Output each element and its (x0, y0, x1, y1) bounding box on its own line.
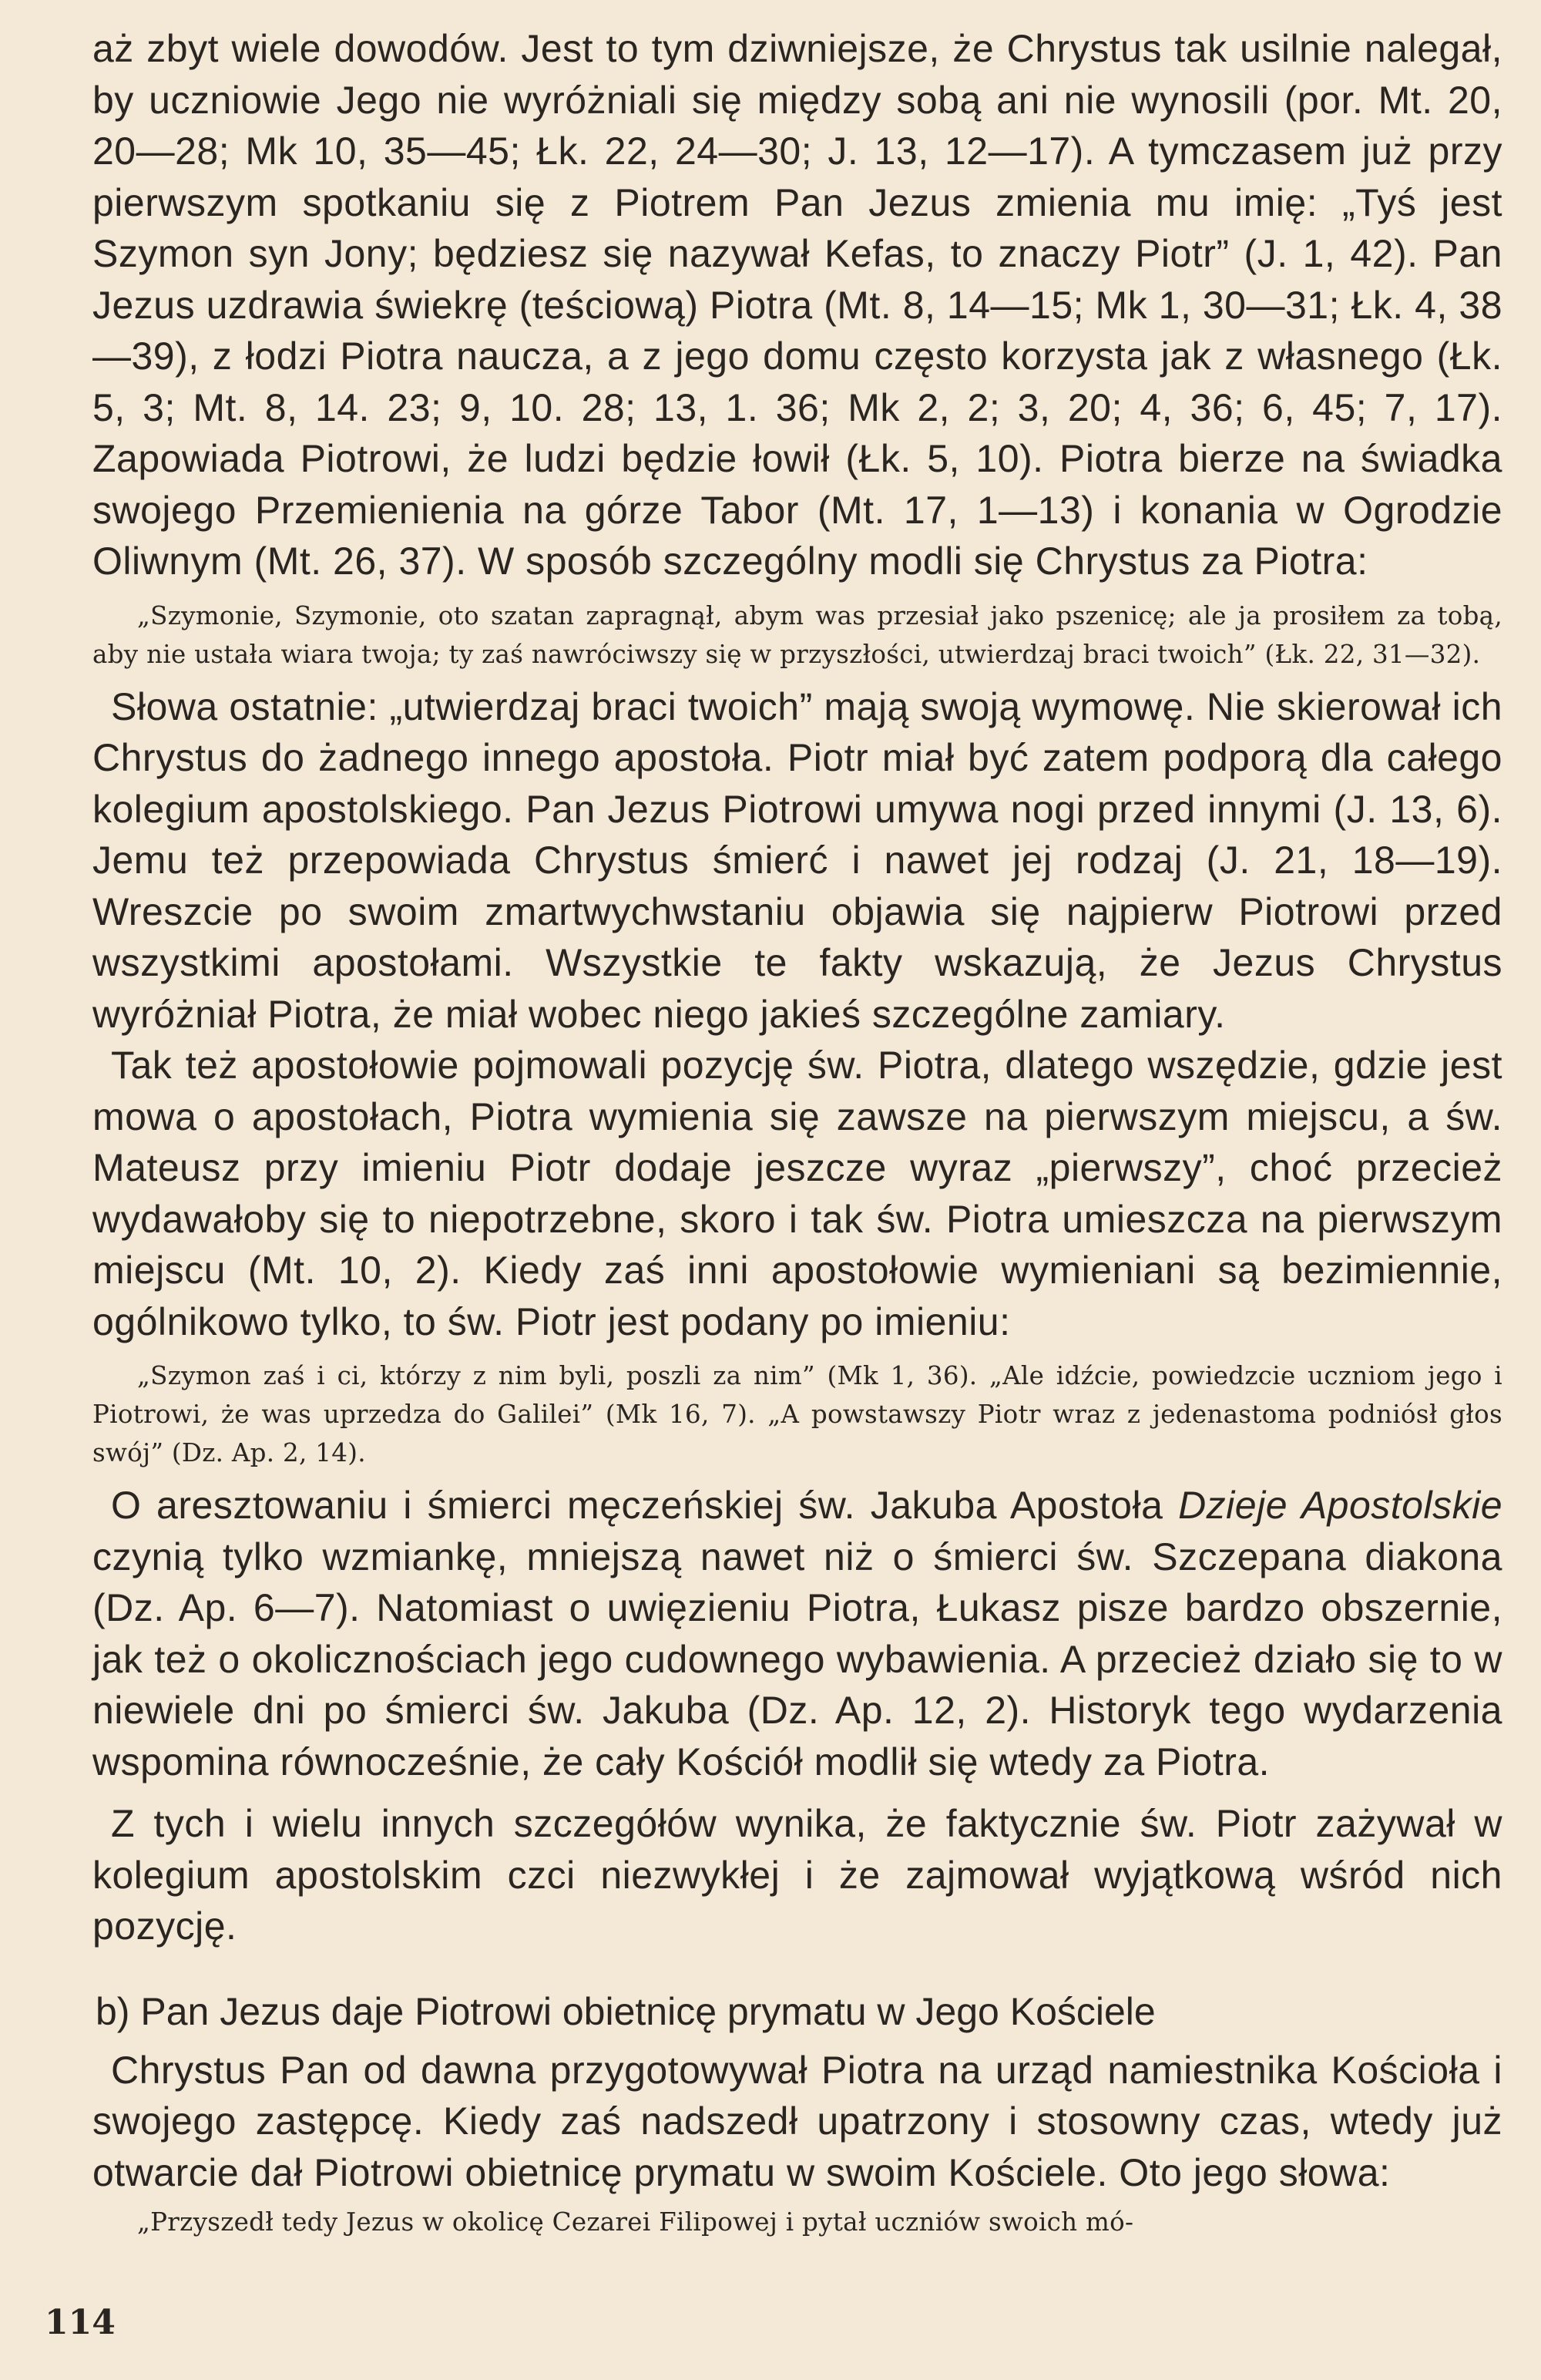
paragraph-4-middle: czynią tylko wzmiankę, mniejszą nawet niż o śmierci św. (92, 1535, 1153, 1578)
quote-3: „Przyszedł tedy Jezus w okolicę Cezarei Filipowej i pytał uczniów swoich mó- (137, 2207, 1134, 2237)
page-text (92, 23, 1502, 2249)
paragraph-4-start: O aresztowaniu i śmierci męczeńskiej św. Jakuba Apostoła (111, 1484, 1179, 1527)
quote-1: „Szymonie, Szymonie, oto szatan zapragnął, abym was przesiał jako pszenicę; ale ja prosiłem za tobą, aby nie ustała wiara twoja; ty zaś nawróciwszy się w przyszłości, utwierdzaj braci twoich” (Łk. 22, 31—32). (92, 600, 1502, 669)
paragraph-5: Z tych i wielu innych szczegółów wynika, że faktycznie św. Piotr zażywał w kolegium apostolskim czci niezwykłej i że zajmował wyjątkową wśród nich pozycję. (92, 1802, 1502, 1948)
book-title: Dzieje Apostolskie (1178, 1484, 1503, 1527)
section-heading: b) Pan Jezus daje Piotrowi obietnicę prymatu w Jego Kościele (96, 1989, 1156, 2033)
paragraph-4 (92, 1480, 1502, 1787)
paragraph-1: aż zbyt wiele dowodów. Jest to tym dziwniejsze, że Chrystus tak usilnie nalegał, by uczniowie Jego nie wyróżniali się między sobą ani nie wynosili (por. Mt. 20, 20—28; Mk 10, 35—45; Łk. 22, 24—30; J. 13, 12—17). A tymczasem już przy pierwszym spotkaniu się z Piotrem Pan Jezus zmienia mu imię: „Tyś jest Szymon syn Jony; będziesz się nazywał Kefas, to znaczy Piotr” (J. 1, 42). Pan Jezus uzdrawia świekrę (teściową) Piotra (Mt. 8, 14—15; Mk 1, 30—31; Łk. 4, 38—39), z łodzi Piotra naucza, a z jego domu często korzysta jak z własnego (Łk. 5, 3; Mt. 8, 14. 23; 9, 10. 28; 13, 1. 36; Mk 2, 2; 3, 20; 4, 36; 6, 45; 7, 17). Zapowiada Piotrowi, że ludzi będzie łowił (Łk. 5, 10). Piotra bierze na świadka swojego Przemienienia na górze Tabor (Mt. 17, 1—13) i konania w Ogrodzie Oliwnym (Mt. 26, 37). W sposób szczególny modli się Chrystus za Piotra: (92, 27, 1502, 583)
page-number: 114 (45, 2303, 116, 2342)
quote-2: „Szymon zaś i ci, którzy z nim byli, poszli za nim” (Mk 1, 36). „Ale idźcie, powiedzcie uczniom jego i Piotrowi, że was uprzedza do Galilei” (Mk 16, 7). „A powstawszy Piotr wraz z jedenastoma podniósł głos swój” (Dz. Ap. 2, 14). (92, 1361, 1502, 1467)
paragraph-6: Chrystus Pan od dawna przygotowywał Piotra na urząd namiestnika Kościoła i swojego zastępcę. Kiedy zaś nadszedł upatrzony i stosowny czas, wtedy już otwarcie dał Piotrowi obietnicę prymatu w swoim Kościele. Oto jego słowa: (92, 2048, 1502, 2194)
paragraph-4-end: Szczepana diakona (Dz. Ap. 6—7). Natomiast o uwięzieniu Piotra, Łukasz pisze bardzo obszernie, jak też o okolicznościach jego cudownego wybawienia. A przecież działo się to w niewiele dni po śmierci św. Jakuba (Dz. Ap. 12, 2). Historyk tego wydarzenia wspomina równocześnie, że cały Kościół modlił się wtedy za Piotra. (92, 1535, 1502, 1783)
paragraph-2: Słowa ostatnie: „utwierdzaj braci twoich” mają swoją wymowę. Nie skierował ich Chrystus do żadnego innego apostoła. Piotr miał być zatem podporą dla całego kolegium apostolskiego. Pan Jezus Piotrowi umywa nogi przed innymi (J. 13, 6). Jemu też przepowiada Chrystus śmierć i nawet jej rodzaj (J. 21, 18—19). Wreszcie po swoim zmartwychwstaniu objawia się najpierw Piotrowi przed wszystkimi apostołami. Wszystkie te fakty wskazują, że Jezus Chrystus wyróżniał Piotra, że miał wobec niego jakieś szczególne zamiary. (92, 684, 1502, 1036)
paragraph-3: Tak też apostołowie pojmowali pozycję św. Piotra, dlatego wszędzie, gdzie jest mowa o apostołach, Piotra wymienia się zawsze na pierwszym miejscu, a św. Mateusz przy imieniu Piotr dodaje jeszcze wyraz „pierwszy”, choć przecież wydawałoby się to niepotrzebne, skoro i tak św. Piotra umieszcza na pierwszym miejscu (Mt. 10, 2). Kiedy zaś inni apostołowie wymieniani są bezimiennie, ogólnikowo tylko, to św. Piotr jest podany po imieniu: (92, 1044, 1502, 1343)
